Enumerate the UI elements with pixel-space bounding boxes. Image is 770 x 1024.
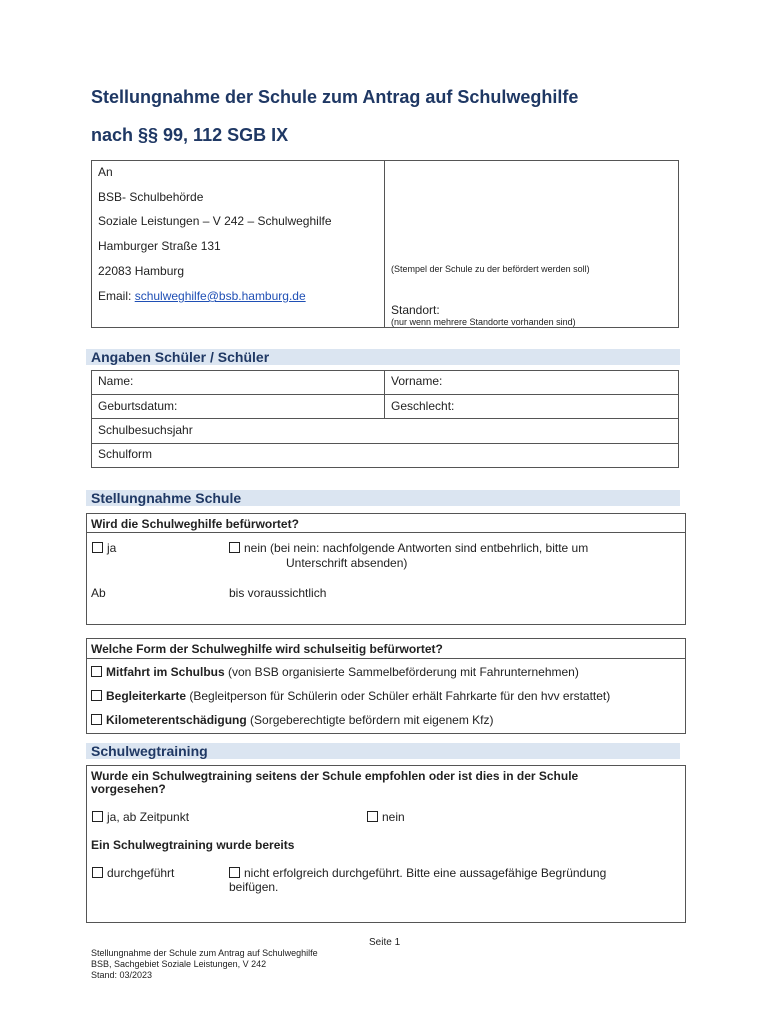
student-col-line (384, 370, 385, 418)
footer-line2: BSB, Sachgebiet Soziale Leistungen, V 242 (91, 959, 267, 969)
address-line-department: Soziale Leistungen – V 242 – Schulweghilfe (98, 214, 332, 228)
email-link[interactable]: schulweghilfe@bsb.hamburg.de (134, 289, 306, 303)
nicht-erfolgreich-label-line2: beifügen. (229, 880, 279, 894)
footer-line3: Stand: 03/2023 (91, 970, 153, 980)
geschlecht-field[interactable]: Geschlecht: (391, 399, 455, 413)
durchgefuehrt-label: durchgeführt (107, 866, 175, 880)
option-begleiterkarte[interactable] (91, 689, 610, 703)
name-field[interactable]: Name: (98, 374, 134, 388)
training-nein-label: nein (382, 810, 405, 824)
student-box (91, 370, 679, 468)
begleiterkarte-label: Begleiterkarte (106, 689, 187, 703)
training-nein-option[interactable] (367, 810, 405, 824)
begleiterkarte-desc: (Begleitperson für Schülerin oder Schüler erhält Fahrkarte für den hvv erstattet) (186, 689, 611, 703)
ja-checkbox[interactable] (92, 542, 103, 553)
statement-line (86, 532, 686, 533)
kilometer-label: Kilometerentschädigung (106, 713, 247, 727)
address-line-city: 22083 Hamburg (98, 264, 185, 278)
ja-option[interactable] (92, 541, 116, 555)
stamp-note: (Stempel der Schule zu der befördert werden soll) (391, 264, 590, 274)
standort-note: (nur wenn mehrere Standorte vorhanden sind) (391, 317, 576, 327)
bis-field[interactable]: bis voraussichtlich (229, 586, 327, 600)
nein-checkbox[interactable] (229, 542, 240, 553)
schulbus-label: Mitfahrt im Schulbus (106, 665, 225, 679)
student-section-heading: Angaben Schüler / Schüler (86, 349, 680, 365)
address-divider (384, 160, 385, 328)
footer-line1: Stellungnahme der Schule zum Antrag auf Schulweghilfe (91, 948, 318, 958)
ja-ab-option[interactable] (92, 810, 189, 824)
student-row-line-1 (91, 394, 679, 395)
begleiterkarte-checkbox[interactable] (91, 690, 102, 701)
training-section-heading: Schulwegtraining (86, 743, 680, 759)
student-row-line-2 (91, 418, 679, 419)
training-nein-checkbox[interactable] (367, 811, 378, 822)
schulbesuchsjahr-field[interactable]: Schulbesuchsjahr (98, 423, 193, 437)
training-question-line1: Wurde ein Schulwegtraining seitens der Schule empfohlen oder ist dies in der Schule (91, 769, 579, 783)
durchgefuehrt-option[interactable] (92, 866, 174, 880)
address-email (98, 289, 306, 303)
kilometer-checkbox[interactable] (91, 714, 102, 725)
address-line-bsb: BSB- Schulbehörde (98, 190, 204, 204)
page-title: Stellungnahme der Schule zum Antrag auf Schulweghilfe (91, 87, 579, 107)
address-line-an: An (98, 165, 113, 179)
option-schulbus[interactable] (91, 665, 579, 679)
kilometer-desc: (Sorgeberechtigte befördern mit eigenem Kfz) (246, 713, 494, 727)
nein-label: nein (bei nein: nachfolgende Antworten sind entbehrlich, bitte um (244, 541, 589, 555)
nein-label-line2: Unterschrift absenden) (286, 556, 408, 570)
training-done-heading: Ein Schulwegtraining wurde bereits (91, 838, 295, 852)
statement-section-heading: Stellungnahme Schule (86, 490, 680, 506)
student-row-line-3 (91, 443, 679, 444)
page-number: Seite 1 (369, 937, 401, 948)
ja-ab-label: ja, ab Zeitpunkt (107, 810, 190, 824)
ab-field[interactable]: Ab (91, 586, 106, 600)
form-question: Welche Form der Schulweghilfe wird schulseitig befürwortet? (91, 642, 443, 656)
vorname-field[interactable]: Vorname: (391, 374, 443, 388)
geburtsdatum-field[interactable]: Geburtsdatum: (98, 399, 178, 413)
standort-label: Standort: (391, 303, 440, 317)
statement-question: Wird die Schulweghilfe befürwortet? (91, 517, 299, 531)
schulbus-desc: (von BSB organisierte Sammelbeförderung mit Fahrunternehmen) (224, 665, 579, 679)
ja-ab-checkbox[interactable] (92, 811, 103, 822)
email-label: Email: (98, 289, 135, 303)
nein-option[interactable] (229, 541, 588, 555)
schulbus-checkbox[interactable] (91, 666, 102, 677)
nicht-erfolgreich-label: nicht erfolgreich durchgeführt. Bitte eine aussagefähige Begründung (244, 866, 607, 880)
durchgefuehrt-checkbox[interactable] (92, 867, 103, 878)
form-line (86, 658, 686, 659)
nicht-erfolgreich-checkbox[interactable] (229, 867, 240, 878)
address-line-street: Hamburger Straße 131 (98, 239, 221, 253)
schulform-field[interactable]: Schulform (98, 447, 153, 461)
ja-label: ja (107, 541, 117, 555)
training-question-line2: vorgesehen? (91, 782, 166, 796)
nicht-erfolgreich-option[interactable] (229, 866, 606, 880)
page-subtitle: nach §§ 99, 112 SGB IX (91, 125, 289, 145)
option-kilometer[interactable] (91, 713, 493, 727)
